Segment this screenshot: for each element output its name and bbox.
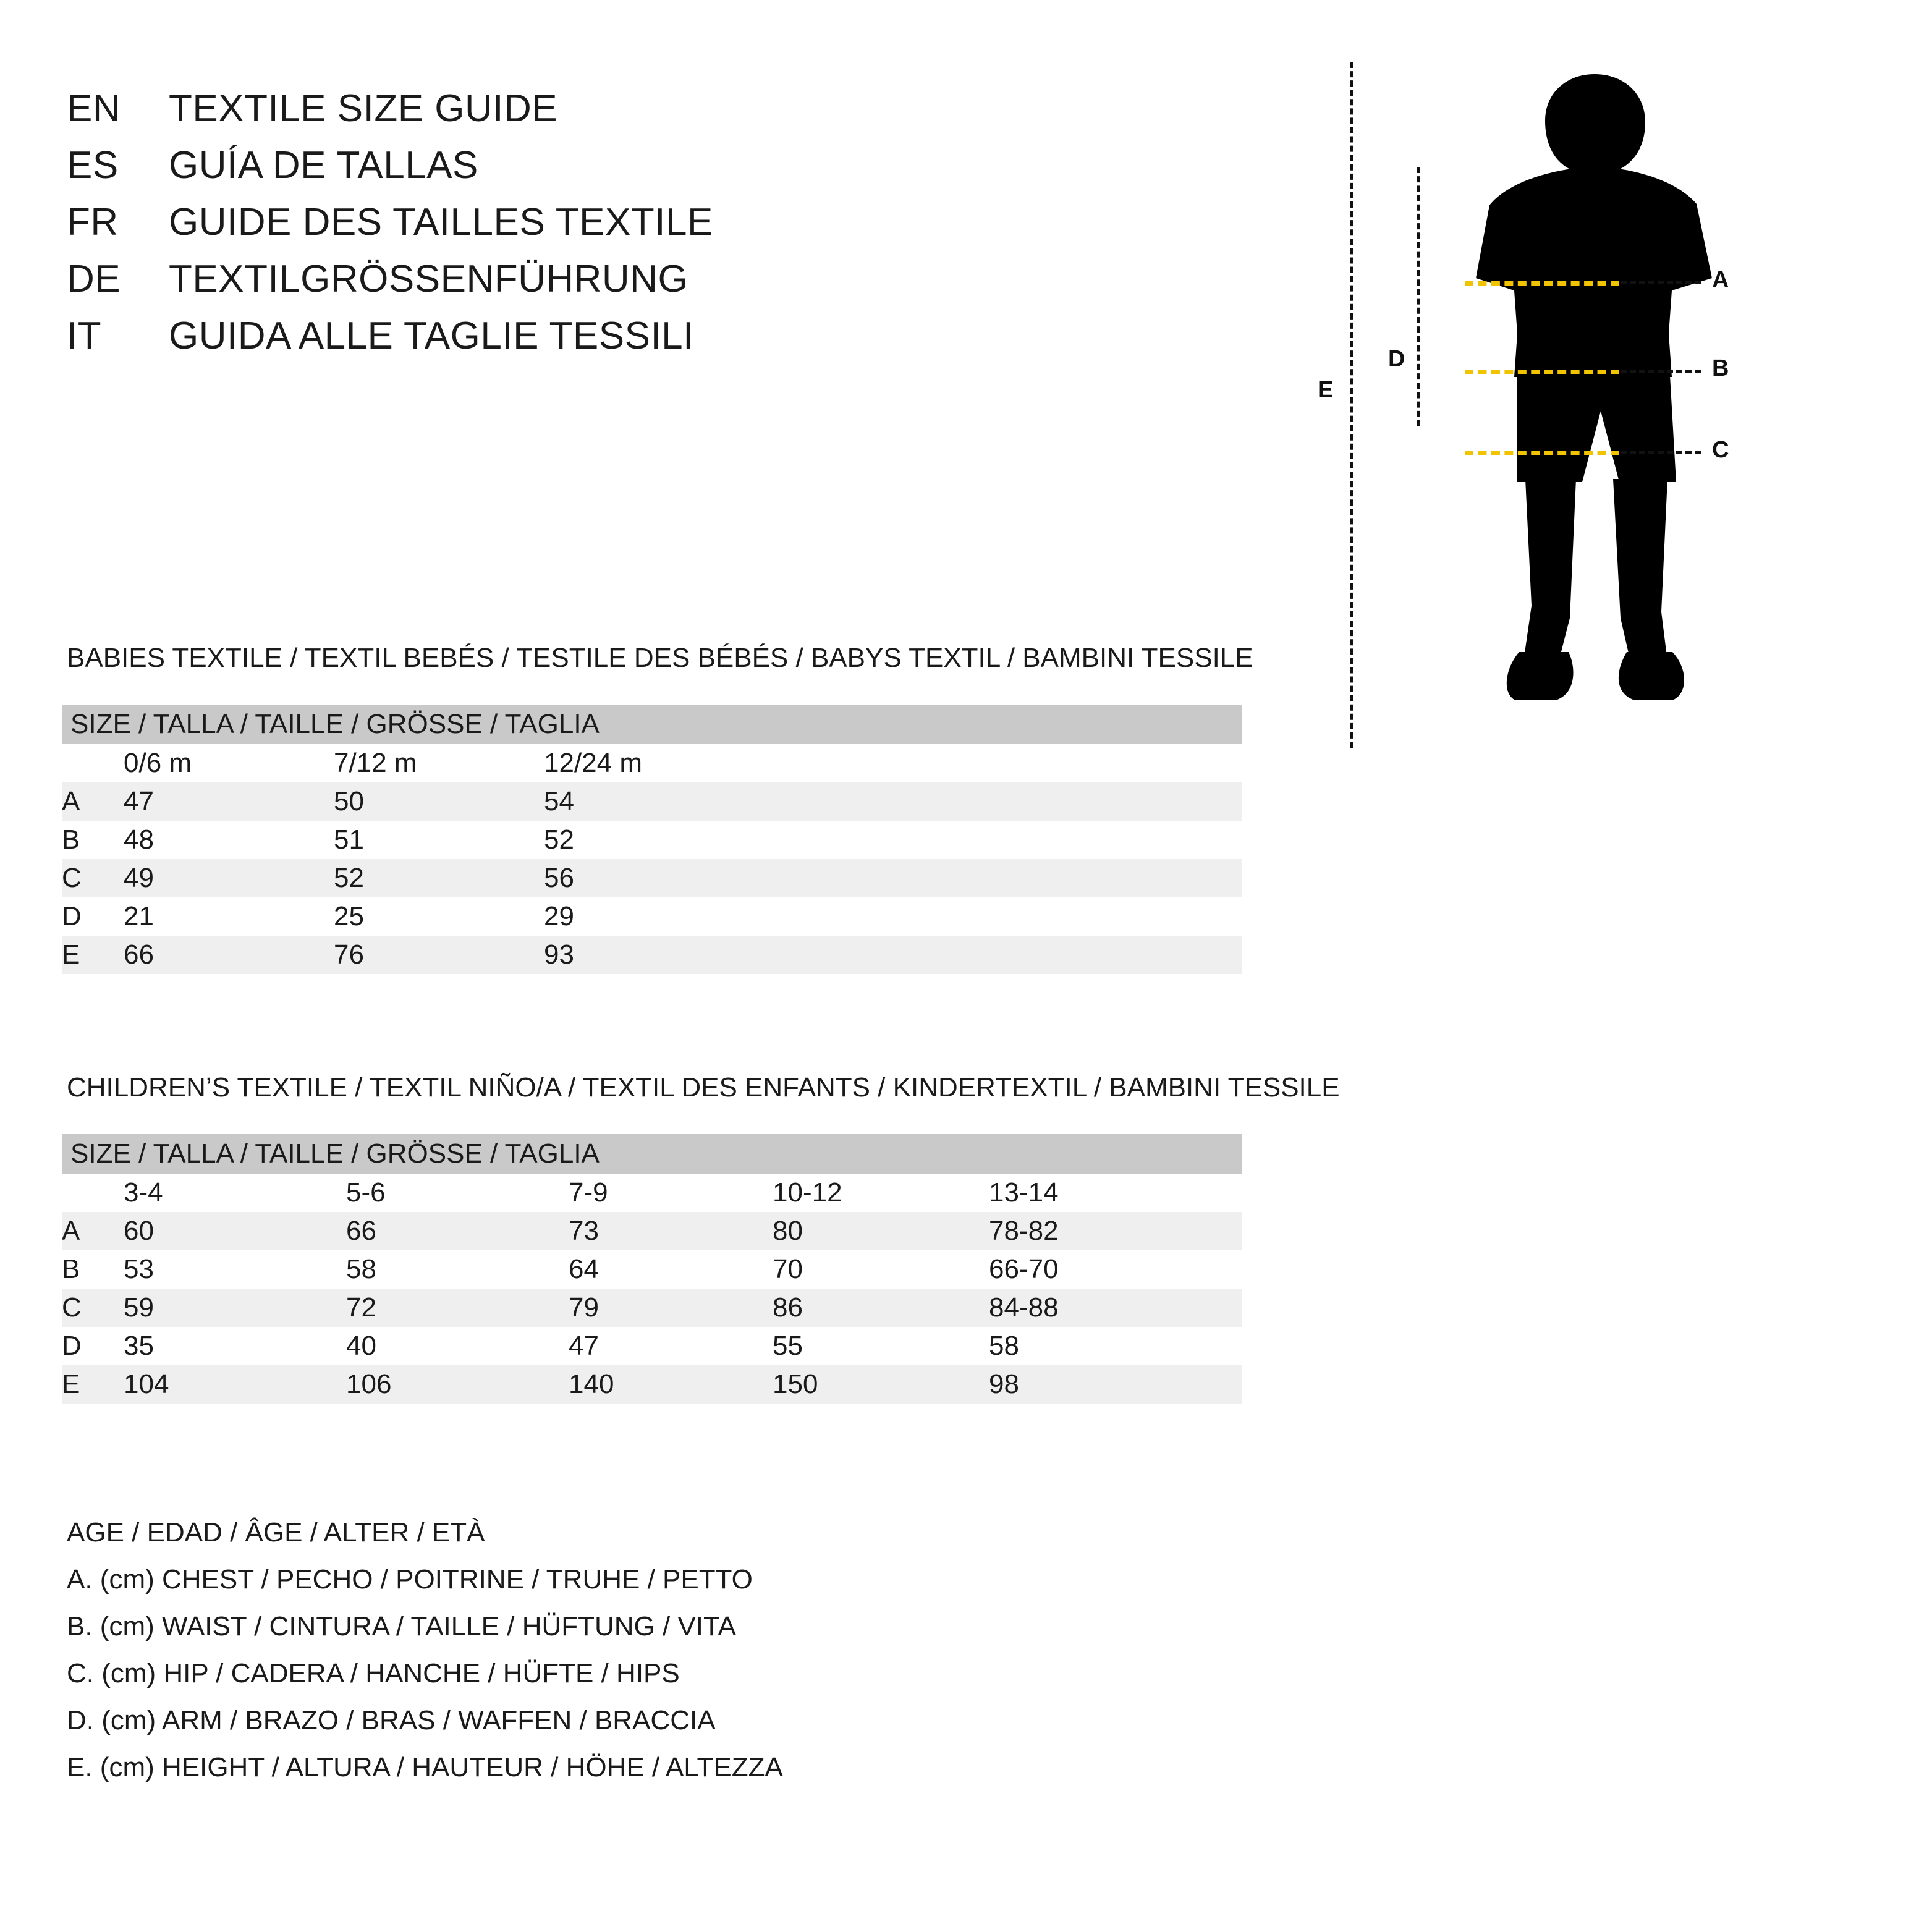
- table-corner-cell: [62, 744, 124, 782]
- children-b-1: 58: [346, 1250, 569, 1289]
- babies-c-0: 49: [124, 859, 334, 897]
- table-row: [62, 859, 1242, 897]
- legend-line-a: A. (cm) CHEST / PECHO / POITRINE / TRUHE / PETTO: [67, 1564, 753, 1595]
- children-b-2: 64: [569, 1250, 773, 1289]
- title-text-es: GUÍA DE TALLAS: [169, 144, 478, 187]
- babies-column-2: 12/24 m: [544, 744, 1242, 782]
- children-column-1: 5-6: [346, 1174, 569, 1212]
- babies-d-1: 25: [334, 897, 544, 936]
- children-column-0: 3-4: [124, 1174, 346, 1212]
- babies-column-1: 7/12 m: [334, 744, 544, 782]
- title-lang-en: EN: [67, 87, 121, 130]
- table-row: [62, 782, 1242, 821]
- table-column-row: [62, 744, 1242, 782]
- title-lang-fr: FR: [67, 201, 119, 244]
- children-c-1: 72: [346, 1289, 569, 1327]
- children-column-3: 10-12: [773, 1174, 989, 1212]
- title-lang-it: IT: [67, 315, 102, 357]
- babies-row-label-a: A: [62, 782, 124, 821]
- babies-section-caption: BABIES TEXTILE / TEXTIL BEBÉS / TESTILE DES BÉBÉS / BABYS TEXTIL / BAMBINI TESSILE: [67, 643, 1253, 673]
- children-e-0: 104: [124, 1365, 346, 1404]
- babies-d-0: 21: [124, 897, 334, 936]
- legend-line-c: C. (cm) HIP / CADERA / HANCHE / HÜFTE / HIPS: [67, 1658, 680, 1688]
- chest-measure-line: [1465, 281, 1619, 286]
- waist-measure-line: [1465, 370, 1619, 374]
- table-row: [62, 1289, 1242, 1327]
- table-row: [62, 1250, 1242, 1289]
- legend-line-e: E. (cm) HEIGHT / ALTURA / HAUTEUR / HÖHE / ALTEZZA: [67, 1752, 783, 1782]
- arm-guide-line-d: [1417, 167, 1420, 426]
- child-silhouette-icon: [1391, 74, 1860, 760]
- title-block: [67, 87, 1056, 371]
- figure-label-e: E: [1318, 377, 1334, 403]
- figure-label-d: D: [1388, 346, 1405, 372]
- children-c-0: 59: [124, 1289, 346, 1327]
- children-c-2: 79: [569, 1289, 773, 1327]
- babies-e-0: 66: [124, 936, 334, 974]
- title-text-it: GUIDA ALLE TAGLIE TESSILI: [169, 315, 694, 357]
- table-row: [62, 821, 1242, 859]
- body-measurement-figure: [1318, 74, 1860, 760]
- title-lang-es: ES: [67, 144, 119, 187]
- title-row: [67, 87, 1056, 143]
- hip-measure-line: [1465, 451, 1619, 455]
- figure-label-c: C: [1712, 437, 1729, 463]
- children-d-2: 47: [569, 1327, 773, 1365]
- table-corner-cell: [62, 1174, 124, 1212]
- title-text-en: TEXTILE SIZE GUIDE: [169, 87, 558, 130]
- babies-b-0: 48: [124, 821, 334, 859]
- babies-c-2: 56: [544, 859, 1242, 897]
- babies-e-2: 93: [544, 936, 1242, 974]
- children-e-4: 98: [989, 1365, 1242, 1404]
- children-a-4: 78-82: [989, 1212, 1242, 1250]
- babies-row-label-c: C: [62, 859, 124, 897]
- title-row: [67, 143, 1056, 200]
- waist-leader-line: [1621, 370, 1701, 373]
- children-a-1: 66: [346, 1212, 569, 1250]
- title-lang-de: DE: [67, 258, 121, 300]
- babies-b-1: 51: [334, 821, 544, 859]
- children-row-label-e: E: [62, 1365, 124, 1404]
- children-a-0: 60: [124, 1212, 346, 1250]
- children-row-label-a: A: [62, 1212, 124, 1250]
- children-a-3: 80: [773, 1212, 989, 1250]
- babies-d-2: 29: [544, 897, 1242, 936]
- legend-line-b: B. (cm) WAIST / CINTURA / TAILLE / HÜFTUNG / VITA: [67, 1611, 736, 1642]
- children-column-4: 13-14: [989, 1174, 1242, 1212]
- children-row-label-b: B: [62, 1250, 124, 1289]
- legend-line-d: D. (cm) ARM / BRAZO / BRAS / WAFFEN / BRACCIA: [67, 1705, 716, 1735]
- title-text-fr: GUIDE DES TAILLES TEXTILE: [169, 201, 713, 244]
- children-row-label-d: D: [62, 1327, 124, 1365]
- children-column-2: 7-9: [569, 1174, 773, 1212]
- children-e-1: 106: [346, 1365, 569, 1404]
- babies-a-0: 47: [124, 782, 334, 821]
- babies-b-2: 52: [544, 821, 1242, 859]
- table-header-row: [62, 1134, 1242, 1174]
- figure-label-a: A: [1712, 267, 1729, 293]
- babies-row-label-e: E: [62, 936, 124, 974]
- title-row: [67, 200, 1056, 257]
- title-text-de: TEXTILGRÖSSENFÜHRUNG: [169, 258, 688, 300]
- babies-e-1: 76: [334, 936, 544, 974]
- children-row-label-c: C: [62, 1289, 124, 1327]
- table-row: [62, 897, 1242, 936]
- children-d-4: 58: [989, 1327, 1242, 1365]
- babies-table-header: SIZE / TALLA / TAILLE / GRÖSSE / TAGLIA: [62, 705, 1242, 744]
- children-e-3: 150: [773, 1365, 989, 1404]
- height-guide-line-e: [1350, 62, 1353, 748]
- babies-c-1: 52: [334, 859, 544, 897]
- children-b-4: 66-70: [989, 1250, 1242, 1289]
- table-row: [62, 1212, 1242, 1250]
- title-row: [67, 257, 1056, 314]
- children-c-3: 86: [773, 1289, 989, 1327]
- figure-label-b: B: [1712, 355, 1729, 381]
- children-size-table: [62, 1134, 1242, 1404]
- babies-row-label-d: D: [62, 897, 124, 936]
- children-d-0: 35: [124, 1327, 346, 1365]
- children-table-header: SIZE / TALLA / TAILLE / GRÖSSE / TAGLIA: [62, 1134, 1242, 1174]
- table-column-row: [62, 1174, 1242, 1212]
- table-row: [62, 1365, 1242, 1404]
- hip-leader-line: [1621, 451, 1701, 454]
- children-b-3: 70: [773, 1250, 989, 1289]
- children-d-3: 55: [773, 1327, 989, 1365]
- children-a-2: 73: [569, 1212, 773, 1250]
- legend-line-age: AGE / EDAD / ÂGE / ALTER / ETÀ: [67, 1517, 485, 1548]
- title-row: [67, 314, 1056, 371]
- babies-size-table: [62, 705, 1242, 974]
- babies-a-1: 50: [334, 782, 544, 821]
- table-row: [62, 936, 1242, 974]
- children-c-4: 84-88: [989, 1289, 1242, 1327]
- children-e-2: 140: [569, 1365, 773, 1404]
- table-row: [62, 1327, 1242, 1365]
- babies-row-label-b: B: [62, 821, 124, 859]
- children-section-caption: CHILDREN’S TEXTILE / TEXTIL NIÑO/A / TEXTIL DES ENFANTS / KINDERTEXTIL / BAMBINI TESSILE: [67, 1072, 1340, 1103]
- children-d-1: 40: [346, 1327, 569, 1365]
- table-header-row: [62, 705, 1242, 744]
- babies-column-0: 0/6 m: [124, 744, 334, 782]
- chest-leader-line: [1621, 281, 1701, 284]
- babies-a-2: 54: [544, 782, 1242, 821]
- children-b-0: 53: [124, 1250, 346, 1289]
- measurement-legend: [67, 1517, 783, 1799]
